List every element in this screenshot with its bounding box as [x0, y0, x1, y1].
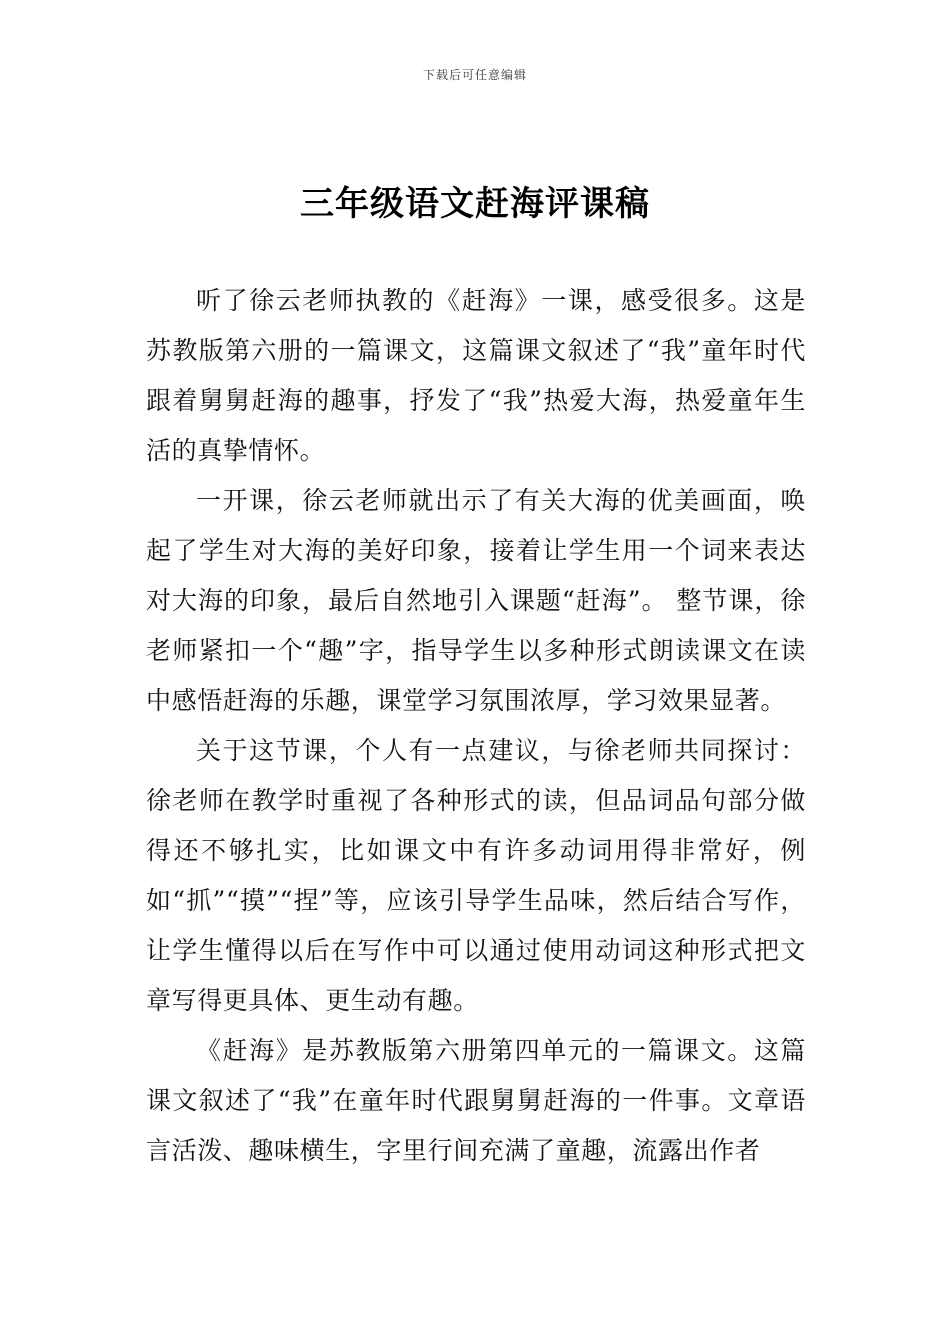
- paragraph: 一开课，徐云老师就出示了有关大海的优美画面，唤起了学生对大海的美好印象，接着让学生用一个词来表达对大海的印象，最后自然地引入课题“赶海”。 整节课，徐老师紧扣一个“趣”字，指导学生以多种形式朗读课文在读中感悟赶海的乐趣，课堂学习氛围浓厚，学习效果显著。: [146, 486, 806, 715]
- paragraph: 《赶海》是苏教版第六册第四单元的一篇课文。这篇课文叙述了“我”在童年时代跟舅舅赶海的一件事。文章语言活泼、趣味横生，字里行间充满了童趣，流露出作者: [146, 1036, 806, 1165]
- paragraph: 关于这节课，个人有一点建议，与徐老师共同探讨：徐老师在教学时重视了各种形式的读，但品词品句部分做得还不够扎实，比如课文中有许多动词用得非常好，例如“抓”“摸”“捏”等，应该引导学生品味，然后结合写作，让学生懂得以后在写作中可以通过使用动词这种形式把文章写得更具体、更生动有趣。: [146, 736, 806, 1015]
- document-body: [146, 276, 806, 1176]
- document-title: 三年级语文赶海评课稿: [300, 184, 650, 224]
- header-note: 下载后可任意编辑: [422, 68, 527, 82]
- paragraph: 听了徐云老师执教的《赶海》一课，感受很多。这是苏教版第六册的一篇课文，这篇课文叙述了“我”童年时代跟着舅舅赶海的趣事，抒发了“我”热爱大海，热爱童年生活的真挚情怀。: [146, 286, 806, 465]
